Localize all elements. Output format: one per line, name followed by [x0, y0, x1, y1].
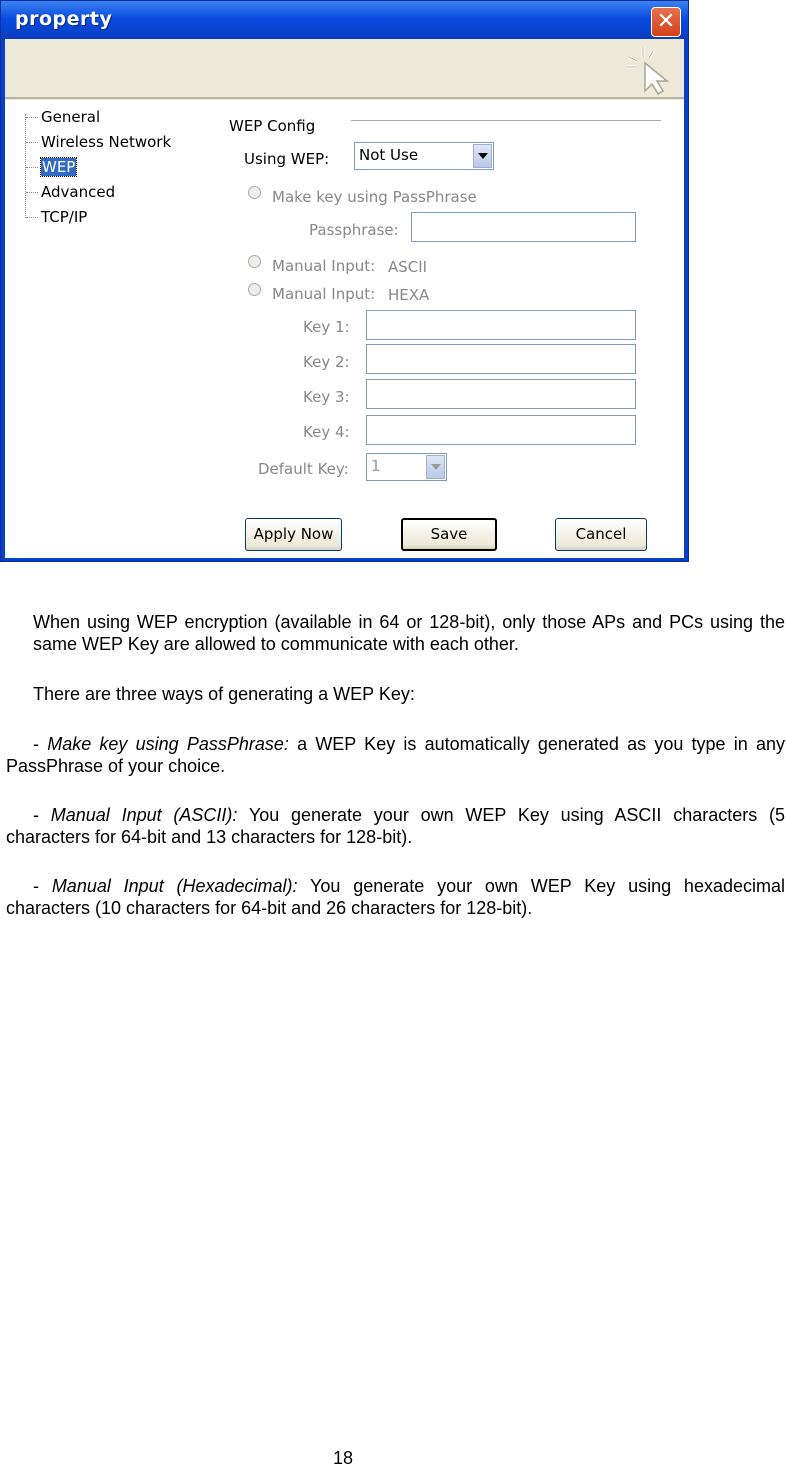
tree-connector-stub — [26, 217, 38, 218]
tree-connector-stub — [26, 192, 38, 193]
section-divider — [351, 120, 661, 122]
key3-label: Key 3: — [303, 388, 350, 406]
using-wep-value: Not Use — [359, 146, 419, 164]
term-passphrase: Make key using PassPhrase: — [47, 734, 289, 754]
key4-input[interactable] — [366, 415, 636, 445]
manual-hexa-value: HEXA — [388, 286, 430, 304]
tree-connector-stub — [26, 117, 38, 118]
dialog-header-band — [5, 39, 684, 99]
wep-config-panel — [203, 100, 684, 558]
apply-now-button[interactable]: Apply Now — [245, 518, 342, 551]
settings-tree — [5, 100, 204, 558]
key3-input[interactable] — [366, 379, 636, 409]
tree-item-advanced[interactable] — [26, 183, 115, 203]
key2-label: Key 2: — [303, 353, 350, 371]
close-button[interactable] — [651, 7, 681, 37]
cancel-button[interactable]: Cancel — [555, 518, 647, 551]
term-manual-ascii: Manual Input (ASCII): — [50, 805, 238, 825]
tree-item-label: General — [41, 108, 101, 126]
list-item-manual-hex — [6, 875, 785, 919]
manual-ascii-label: Manual Input: — [272, 257, 376, 275]
manual-hexa-radio[interactable] — [248, 283, 261, 296]
tree-item-label: TCP/IP — [41, 208, 88, 226]
definition-manual-hex: You generate your own WEP Key using hexadecimal characters (10 characters for 64-bit and 26 characters for 128-bit). — [6, 876, 785, 918]
list-item-manual-ascii — [6, 804, 785, 848]
paragraph-wep-intro: When using WEP encryption (available in 64 or 128-bit), only those APs and PCs using the same WEP Key are allowed to communicate with each other. — [33, 612, 785, 654]
manual-ascii-radio[interactable] — [248, 255, 261, 268]
dialog-client — [5, 39, 684, 558]
property-dialog — [0, 0, 689, 562]
manual-hexa-label: Manual Input: — [272, 285, 376, 303]
default-key-select[interactable] — [366, 453, 447, 481]
paragraph-three-ways: There are three ways of generating a WEP Key: — [33, 684, 415, 704]
tree-item-label: Advanced — [41, 183, 116, 201]
using-wep-select[interactable] — [354, 142, 494, 170]
passphrase-input[interactable] — [411, 212, 636, 242]
default-key-value: 1 — [371, 457, 381, 475]
list-dash: - — [33, 734, 48, 754]
key4-label: Key 4: — [303, 423, 350, 441]
key1-input[interactable] — [366, 310, 636, 340]
key1-label: Key 1: — [303, 318, 350, 336]
tree-item-wireless-network[interactable] — [26, 133, 171, 153]
passphrase-radio[interactable] — [248, 186, 261, 199]
passphrase-option-label: Make key using PassPhrase — [272, 188, 477, 206]
default-key-label: Default Key: — [258, 460, 349, 478]
cursor-click-icon — [625, 45, 677, 95]
window-title: property — [15, 8, 113, 30]
tree-item-label: WEP — [42, 158, 76, 176]
using-wep-label: Using WEP: — [244, 150, 330, 168]
list-dash: - — [33, 805, 51, 825]
manual-ascii-value: ASCII — [388, 258, 428, 276]
tree-item-label: Wireless Network — [41, 133, 172, 151]
title-bar[interactable] — [1, 1, 688, 39]
dialog-body — [5, 100, 684, 558]
list-item-passphrase — [6, 733, 785, 777]
tree-item-tcp-ip[interactable] — [26, 208, 87, 228]
key2-input[interactable] — [366, 344, 636, 374]
chevron-down-icon[interactable] — [426, 455, 445, 479]
list-dash: - — [33, 876, 52, 896]
page-number: 18 — [333, 1448, 354, 1468]
chevron-down-icon[interactable] — [473, 144, 492, 168]
tree-item-general[interactable] — [26, 108, 100, 128]
wep-config-title: WEP Config — [229, 117, 316, 135]
definition-manual-ascii: You generate your own WEP Key using ASCII characters (5 characters for 64-bit and 13 characters for 128-bit). — [6, 805, 786, 847]
passphrase-label: Passphrase: — [309, 221, 399, 239]
save-button[interactable]: Save — [401, 518, 497, 551]
tree-connector-stub — [26, 142, 38, 143]
tree-item-wep[interactable] — [26, 158, 76, 178]
tree-connector-stub — [26, 167, 38, 168]
close-icon: ✕ — [656, 9, 676, 34]
term-manual-hex: Manual Input (Hexadecimal): — [51, 876, 298, 896]
definition-passphrase: a WEP Key is automatically generated as you type in any PassPhrase of your choice. — [6, 734, 785, 776]
